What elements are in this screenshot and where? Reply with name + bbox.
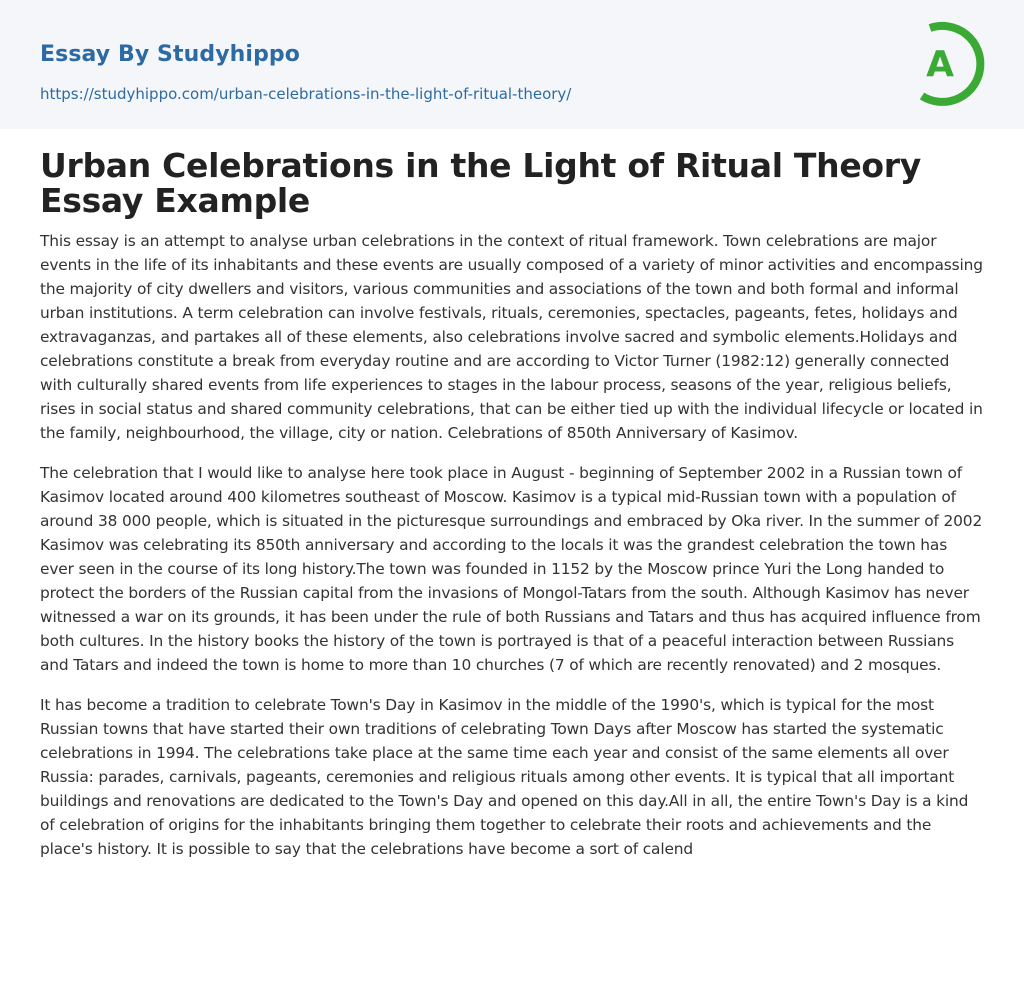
brand-title[interactable]: Essay By Studyhippo — [40, 42, 300, 67]
essay-title: Urban Celebrations in the Light of Ritual Theory Essay Example — [40, 146, 921, 220]
essay-paragraph-1: This essay is an attempt to analyse urban celebrations in the context of ritual framework. Town celebrations are major events in the life of its inhabitants and these events are usually composed of a variety of minor activities and encompassing the majority of city dwellers and visitors, various communities and associations of the town and both formal and informal urban institutions. A term celebration can involve festivals, rituals, ceremonies, spectacles, pageants, fetes, holidays and extravaganzas, and partakes all of these elements, also celebrations involve sacred and symbolic elements.Holidays and celebrations constitute a break from everyday routine and are according to Victor Turner (1982:12) generally connected with culturally shared events from life experiences to stages in the labour process, seasons of the year, religious beliefs, rises in social status and shared community celebrations, that can be either tied up with the individual lifecycle or located in the family, neighbourhood, the village, city or nation. Celebrations of 850th Anniversary of Kasimov. — [40, 232, 983, 442]
essay-body — [40, 229, 984, 877]
studyhippo-logo-icon[interactable] — [908, 16, 990, 108]
essay-url-link[interactable]: https://studyhippo.com/urban-celebrations-in-the-light-of-ritual-theory/ — [40, 85, 572, 103]
essay-paragraph-2: The celebration that I would like to analyse here took place in August - beginning of September 2002 in a Russian town of Kasimov located around 400 kilometres southeast of Moscow. Kasimov is a typical mid-Russian town with a population of around 38 000 people, which is situated in the picturesque surroundings and embraced by Oka river. In the summer of 2002 Kasimov was celebrating its 850th anniversary and according to the locals it was the grandest celebration the town has ever seen in the course of its long history.The town was founded in 1152 by the Moscow prince Yuri the Long handed to protect the borders of the Russian capital from the invasions of Mongol-Tatars from the south. Although Kasimov has never witnessed a war on its grounds, it has been under the rule of both Russians and Tatars and thus has acquired influence from both cultures. In the history books the history of the town is portrayed is that of a peaceful interaction between Russians and Tatars and indeed the town is home to more than 10 churches (7 of which are recently renovated) and 2 mosques. — [40, 464, 983, 674]
logo-letter: A — [926, 44, 954, 85]
essay-paragraph-3: It has become a tradition to celebrate Town's Day in Kasimov in the middle of the 1990's, which is typical for the most Russian towns that have started their own traditions of celebrating Town Days after Moscow has started the systematic celebrations in 1994. The celebrations take place at the same time each year and consist of the same elements all over Russia: parades, carnivals, pageants, ceremonies and religious rituals among other events. It is typical that all important buildings and renovations are dedicated to the Town's Day and opened on this day.All in all, the entire Town's Day is a kind of celebration of origins for the inhabitants bringing them together to celebrate their roots and achievements and the place's history. It is possible to say that the celebrations have become a sort of calend — [40, 696, 969, 858]
site-header — [0, 0, 1024, 129]
